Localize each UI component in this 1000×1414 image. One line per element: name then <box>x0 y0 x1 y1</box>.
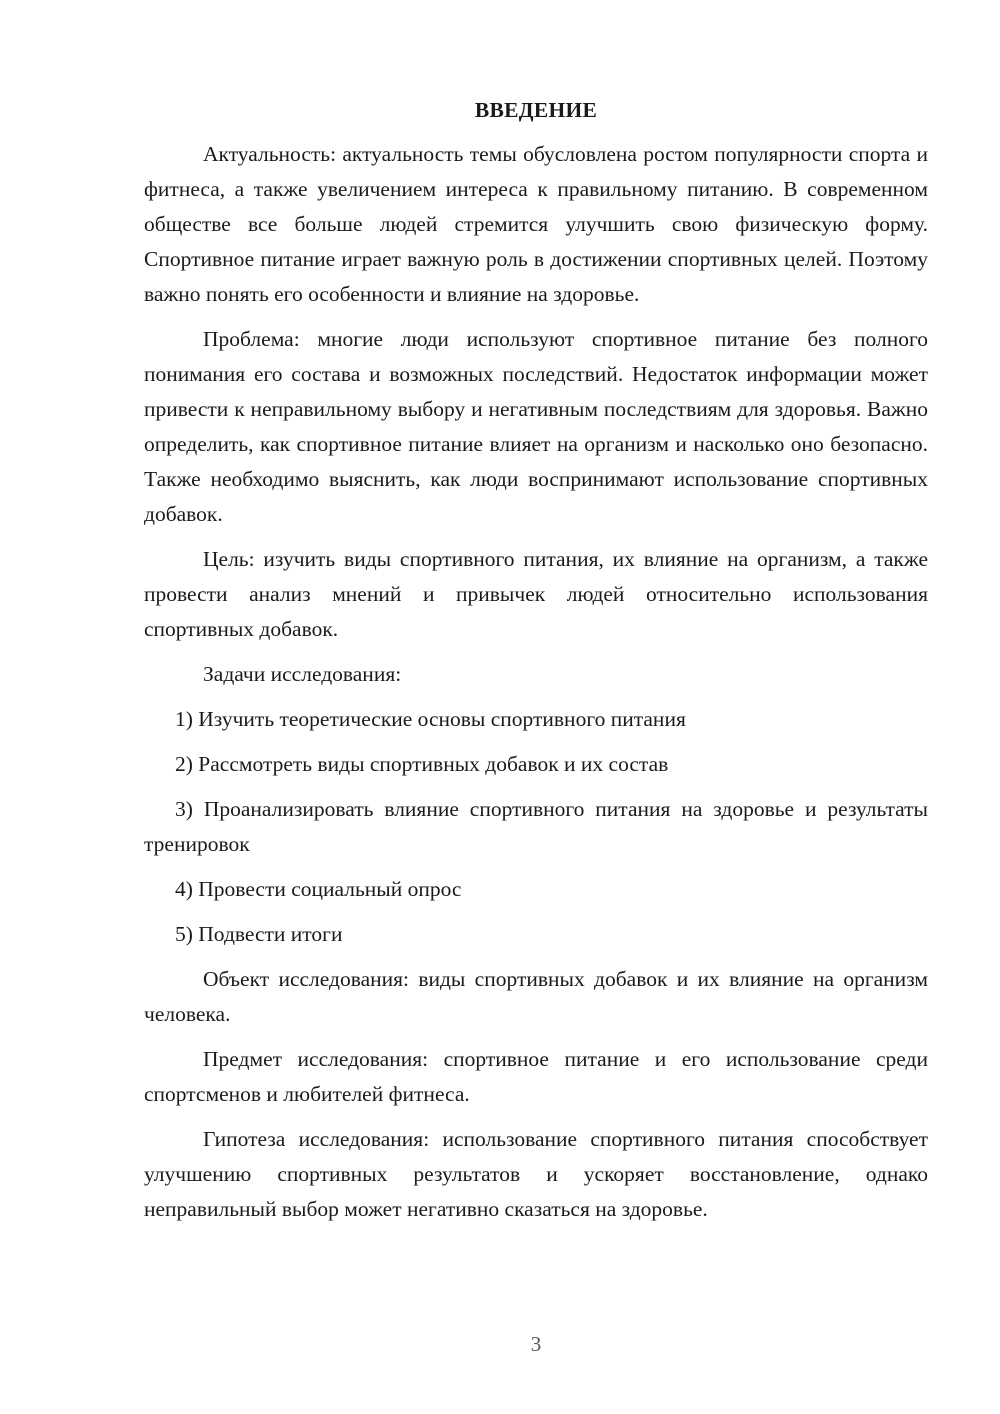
paragraph-relevance: Актуальность: актуальность темы обусловлена ростом популярности спорта и фитнеса, а также увеличением интереса к правильному питанию. В современном обществе все больше людей стремится улучшить свою физическую форму. Спортивное питание играет важную роль в достижении спортивных целей. Поэтому важно понять его особенности и влияние на здоровье. <box>144 142 928 306</box>
page-number: 3 <box>530 1332 542 1356</box>
task-item-3: 3) Проанализировать влияние спортивного питания на здоровье и результаты тренировок <box>144 797 928 856</box>
paragraph-goal: Цель: изучить виды спортивного питания, их влияние на организм, а также провести анализ мнений и привычек людей относительно использования спортивных добавок. <box>144 547 928 641</box>
paragraph-hypothesis: Гипотеза исследования: использование спортивного питания способствует улучшению спортивных результатов и ускоряет восстановление, однако неправильный выбор может негативно сказаться на здоровье. <box>144 1127 928 1221</box>
task-item-4: 4) Провести социальный опрос <box>175 877 462 901</box>
task-item-1: 1) Изучить теоретические основы спортивного питания <box>175 707 686 731</box>
task-item-5: 5) Подвести итоги <box>175 922 343 946</box>
section-title: ВВЕДЕНИЕ <box>474 98 598 122</box>
paragraph-object: Объект исследования: виды спортивных добавок и их влияние на организм человека. <box>144 967 928 1026</box>
paragraph-problem: Проблема: многие люди используют спортивное питание без полного понимания его состава и возможных последствий. Недостаток информации может привести к неправильному выбору и негативным последствиям для здоровья. Важно определить, как спортивное питание влияет на организм и насколько оно безопасно. Также необходимо выяснить, как люди воспринимают использование спортивных добавок. <box>144 327 928 526</box>
tasks-heading: Задачи исследования: <box>203 662 402 686</box>
document-page <box>144 93 928 1237</box>
task-item-2: 2) Рассмотреть виды спортивных добавок и их состав <box>175 752 669 776</box>
paragraph-subject: Предмет исследования: спортивное питание и его использование среди спортсменов и любителей фитнеса. <box>144 1047 928 1106</box>
